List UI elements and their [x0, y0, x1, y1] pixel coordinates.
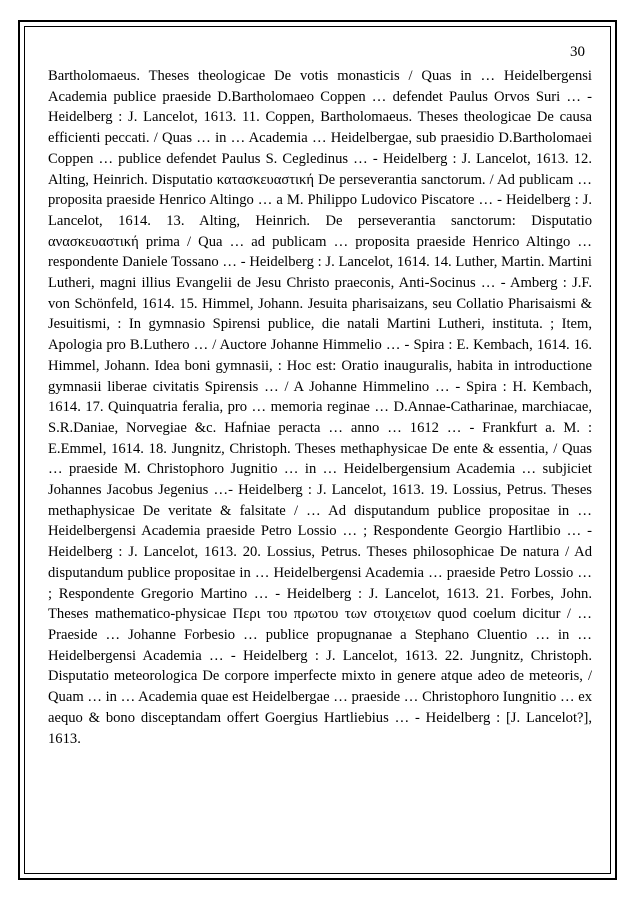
bibliography-text: Bartholomaeus. Theses theologicae De votis monasticis / Quas in … Heidelbergensi Academia publice praeside D.Bartholomaeo Coppen … defendet Paulus Orvos Suri … - Heidelberg : J. Lancelot, 1613. 11. Coppen, Bartholomaeus. Theses theologicae De causa efficienti peccati. / Quas … in … Academia … Heidelbergae, sub praesidio D.Bartholomaei Coppen … publice defendet Paulus S. Cegledinus … - Heidelberg : J. Lancelot, 1613. 12. Alting, Heinrich. Disputatio κατασκευαστική De perseverantia sanctorum. / Ad publicam … proposita praeside Henrico Altingo … a M. Philippo Ludovico Piscatore … - Heidelberg : J. Lancelot, 1614. 13. Alting, Heinrich. De perseverantia sanctorum: Disputatio ανασκευαστική prima / Qua … ad publicam … proposita praeside Henrico Altingo … respondente Daniele Tossano … - Heidelberg : J. Lancelot, 1614. 14. Luther, Martin. Martini Lutheri, magni illius Evangelii de Jesu Christo praeconis, Anti-Socinus … - Amberg : J.F. von Schönfeld, 1614. 15. Himmel, Johann. Jesuita pharisaizans, seu Collatio Pharisaismi & Jesuitismi, : In gymnasio Spirensi publice, die natali Martini Lutheri, instituta. ; Item, Apologia pro B.Luthero … / Auctore Johanne Himmelio … - Spira : E. Kembach, 1614. 16. Himmel, Johann. Idea boni gymnasii, : Hoc est: Oratio inauguralis, habita in introductione gymnasii liberae civitatis Spirensis … / A Johanne Himmelino … - Spira : H. Kembach, 1614. 17. Quinquatria feralia, pro … memoria reginae … D.Annae-Catharinae, marchiacae, S.R.Daniae, Norvegiae &c. Hafniae peracta … anno … 1612 … - Frankfurt a. M. : E.Emmel, 1614. 18. Jungnitz, Christoph. Theses methaphysicae De ente & essentia, / Quas … praeside M. Christophoro Jugnitio … in … Heidelbergensium Academia … subjiciet Johannes Jacobus Jegenius …- Heidelberg : J. Lancelot, 1613. 19. Lossius, Petrus. Theses methaphysicae De veritate & falsitate / … Ad disputandum publice propositae in … Heidelbergensi Academia praeside Petro Lossio … ; Respondente Georgio Hartlibio … - Heidelberg : J. Lancelot, 1613. 20. Lossius, Petrus. Theses philosophicae De natura / Ad disputandum publice propositae in … Heidelbergensi Academia … praeside Petro Lossio … ; Respondente Gregorio Martino … - Heidelberg : J. Lancelot, 1613. 21. Forbes, John. Theses mathematico-physicae Περι του πρωτου των στοιχειων quod coelum dicitur / … Praeside … Johanne Forbesio … publice propugnanae a Stephano Cluentio … in … Heidelbergensi Academia … - Heidelberg : J. Lancelot, 1613. 22. Jungnitz, Christoph. Disputatio meteorologica De corpore imperfecte mixto in genere atque adeo de meteoris, / Quam … in … Academia quae est Heidelbergae … praeside … Christophoro Iungnitio … ex aequo & bono disceptandam offert Goergius Hartliebius … - Heidelberg : [J. Lancelot?], 1613.: [48, 68, 592, 747]
page-number: 30: [570, 44, 585, 60]
